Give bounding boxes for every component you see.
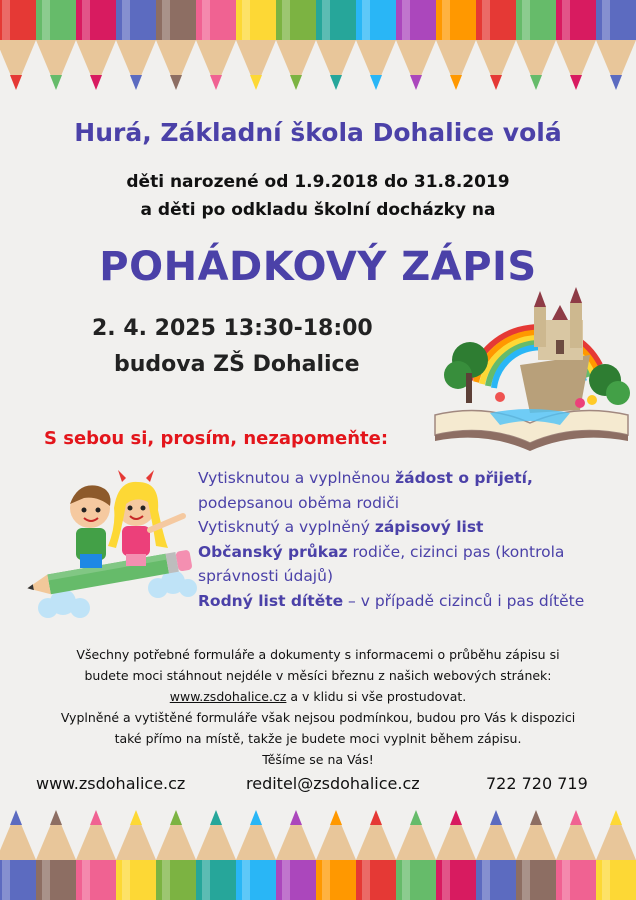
- remember-heading: S sebou si, prosím, nezapomeňte:: [44, 428, 389, 449]
- location: budova ZŠ Dohalice: [114, 352, 360, 377]
- pencil-icon: [316, 810, 356, 900]
- pencil-icon: [0, 810, 36, 900]
- info-line-1: Všechny potřebné formuláře a dokumenty s informacemi o průběhu zápisu si: [76, 647, 560, 662]
- pencil-icon: [396, 0, 436, 90]
- pencil-icon: [76, 0, 116, 90]
- pencil-icon: [276, 0, 316, 90]
- document-item-prefix: podepsanou oběma rodiči: [198, 493, 400, 512]
- pencil-icon: [236, 0, 276, 90]
- website-link[interactable]: www.zsdohalice.cz: [169, 689, 287, 704]
- pencil-icon: [356, 0, 396, 90]
- document-item: [198, 515, 618, 540]
- pencil-icon: [236, 810, 276, 900]
- pencil-icon: [0, 0, 36, 90]
- fairytale-book-castle-icon: [430, 285, 630, 455]
- pencil-icon: [196, 0, 236, 90]
- pencil-icon: [156, 0, 196, 90]
- pencil-icon: [556, 0, 596, 90]
- document-item: [198, 540, 618, 565]
- document-item-prefix: správnosti údajů): [198, 567, 333, 585]
- document-item-bold: Občanský průkaz: [198, 542, 348, 561]
- bottom-pencil-border-icon: [0, 790, 636, 900]
- pencil-icon: [356, 810, 396, 900]
- document-item-bold: Rodný list dítěte: [198, 591, 344, 610]
- pencil-icon: [76, 810, 116, 900]
- pencil-icon: [36, 0, 76, 90]
- pencil-icon: [596, 0, 636, 90]
- page-title: Hurá, Základní škola Dohalice volá: [74, 118, 562, 147]
- pencil-icon: [156, 810, 196, 900]
- info-line-3: [20, 686, 616, 707]
- date-time: 2. 4. 2025 13:30-18:00: [92, 316, 373, 341]
- pencil-icon: [36, 810, 76, 900]
- required-documents-list: [198, 466, 618, 613]
- top-pencil-border-icon: [0, 0, 636, 110]
- pencil-icon: [396, 810, 436, 900]
- pencil-icon: [196, 810, 236, 900]
- document-item-suffix: – v případě cizinců i pas dítěte: [343, 591, 585, 610]
- pencil-icon: [116, 810, 156, 900]
- info-line-6: Těšíme se na Vás!: [262, 752, 374, 767]
- pencil-icon: [316, 0, 356, 90]
- document-item: [198, 589, 618, 614]
- info-paragraph: [20, 644, 616, 770]
- headline: POHÁDKOVÝ ZÁPIS: [99, 244, 537, 290]
- info-line-2: budete moci stáhnout nejdéle v měsíci březnu z našich webových stránek:: [84, 668, 552, 683]
- subtitle-line-2: a děti po odkladu školní docházky na: [140, 200, 496, 220]
- info-line-5: také přímo na místě, takže je budete moci vyplnit během zápisu.: [114, 731, 522, 746]
- pencil-icon: [436, 810, 476, 900]
- document-item-bold: zápisový list: [374, 518, 484, 536]
- document-item-prefix: Vytisknutou a vyplněnou: [198, 469, 396, 487]
- pencil-icon: [516, 0, 556, 90]
- pencil-icon: [516, 810, 556, 900]
- document-item-bold: žádost o přijetí,: [395, 469, 533, 487]
- pencil-icon: [596, 810, 636, 900]
- kids-on-pencil-icon: [18, 468, 198, 618]
- footer-website[interactable]: www.zsdohalice.cz: [36, 774, 186, 793]
- pencil-icon: [476, 810, 516, 900]
- info-line-3-rest: a v klidu si vše prostudovat.: [286, 689, 467, 704]
- info-line-4: Vyplněné a vytištěné formuláře však nejsou podmínkou, budou pro Vás k dispozici: [60, 710, 576, 725]
- footer-phone: 722 720 719: [486, 774, 588, 793]
- footer-email[interactable]: reditel@zsdohalice.cz: [246, 774, 420, 793]
- pencil-icon: [116, 0, 156, 90]
- subtitle-line-1: děti narozené od 1.9.2018 do 31.8.2019: [126, 172, 510, 192]
- document-item: [198, 564, 618, 589]
- pencil-icon: [476, 0, 516, 90]
- pencil-icon: [556, 810, 596, 900]
- document-item: [198, 466, 618, 491]
- pencil-icon: [276, 810, 316, 900]
- document-item-prefix: Vytisknutý a vyplněný: [198, 518, 375, 536]
- document-item-suffix: rodiče, cizinci pas (kontrola: [347, 542, 565, 561]
- pencil-icon: [436, 0, 476, 90]
- document-item: [198, 491, 618, 516]
